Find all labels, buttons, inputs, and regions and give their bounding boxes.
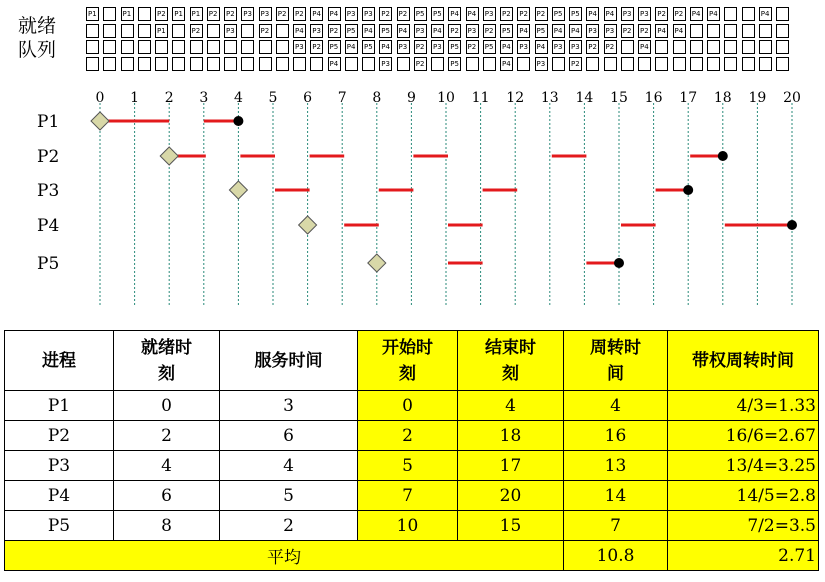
queue-cell-label: P4	[709, 10, 718, 18]
tick-label: 6	[303, 90, 313, 106]
process-label: P1	[37, 112, 60, 132]
tick-label: 8	[372, 90, 382, 106]
queue-cell-label: P1	[191, 10, 201, 18]
average-label: 平均	[5, 541, 564, 571]
column-header: 进程	[5, 331, 114, 391]
queue-cell-label: P5	[484, 43, 494, 51]
tick-label: 5	[268, 90, 278, 106]
tick-label: 19	[748, 90, 767, 106]
queue-cell-label: P2	[674, 10, 684, 18]
process-label: P2	[37, 147, 60, 167]
queue-cell-label: P4	[467, 10, 477, 18]
queue-cell-label: P5	[536, 26, 546, 35]
queue-cell-label: P2	[519, 10, 528, 18]
queue-cell-label: P2	[450, 26, 459, 35]
tick-label: 15	[610, 90, 628, 106]
queue-cell-label: P2	[588, 43, 597, 51]
result-table	[4, 330, 819, 571]
finish-marker	[683, 185, 693, 195]
queue-cell-label: P1	[122, 10, 132, 18]
queue-cell-label: P3	[484, 10, 494, 18]
queue-cell-label: P2	[657, 10, 666, 18]
queue-cell-label: P2	[571, 59, 580, 68]
arrival-marker	[229, 181, 247, 199]
tick-label: 7	[337, 90, 347, 106]
table-cell: P2	[5, 421, 114, 451]
queue-cell-label: P1	[88, 10, 97, 18]
queue-cell-label: P3	[415, 26, 425, 35]
queue-cell-label: P4	[605, 10, 615, 18]
table-cell: 2	[114, 421, 220, 451]
ready-queue-label-line1: 就绪	[18, 15, 57, 37]
arrival-marker	[91, 112, 109, 130]
queue-cell-label: P3	[226, 26, 235, 35]
queue-cell-label: P2	[208, 10, 218, 18]
queue-cell-label: P4	[329, 59, 339, 68]
finish-marker	[614, 258, 624, 268]
queue-cell-label: P2	[536, 10, 546, 18]
queue-cell-label: P3	[243, 10, 252, 18]
queue-cell-label: P5	[329, 43, 339, 51]
finish-marker	[718, 151, 728, 161]
queue-cell-label: P2	[605, 43, 615, 51]
queue-cell-label: P4	[519, 26, 528, 35]
finish-marker	[233, 116, 243, 126]
queue-cell-label: P3	[467, 26, 477, 35]
queue-cell-label: P4	[536, 43, 546, 51]
tick-label: 12	[506, 90, 525, 106]
queue-cell-label: P2	[622, 26, 632, 35]
queue-cell-label: P2	[381, 10, 390, 18]
queue-cell-label: P5	[346, 26, 356, 35]
table-cell: P4	[5, 481, 114, 511]
queue-cell-label: P4	[553, 26, 563, 35]
column-header: 就绪时 刻	[114, 331, 220, 391]
table-cell: 0	[114, 391, 220, 421]
queue-cell-label: P5	[364, 43, 373, 51]
table-cell: 13	[564, 451, 668, 481]
queue-cell-label: P3	[364, 10, 373, 18]
table-cell: P3	[5, 451, 114, 481]
queue-cell-label: P3	[381, 59, 390, 68]
table-cell: 7	[564, 511, 668, 541]
queue-cell-label: P4	[450, 10, 459, 18]
table-row	[5, 421, 819, 451]
process-label: P4	[37, 216, 60, 236]
queue-cell-label: P4	[346, 43, 356, 51]
queue-cell-label: P4	[398, 26, 408, 35]
tick-label: 2	[164, 90, 174, 106]
table-cell: 16/6=2.67	[668, 421, 819, 451]
queue-cell-label: P2	[329, 26, 339, 35]
table-cell: 16	[564, 421, 668, 451]
queue-cell-label: P3	[605, 26, 615, 35]
finish-marker	[787, 220, 797, 230]
tick-label: 10	[437, 90, 455, 106]
tick-label: 20	[783, 90, 801, 106]
queue-cell-label: P4	[364, 26, 373, 35]
average-row	[5, 541, 819, 571]
table-row	[5, 511, 819, 541]
table-cell: 10	[358, 511, 458, 541]
queue-cell-label: P2	[398, 10, 408, 18]
table-cell: 3	[220, 391, 358, 421]
column-header: 开始时 刻	[358, 331, 458, 391]
tick-label: 0	[95, 90, 105, 106]
queue-cell-label: P5	[502, 26, 511, 35]
column-header: 周转时 间	[564, 331, 668, 391]
table-cell: 5	[358, 451, 458, 481]
tick-label: 13	[540, 90, 559, 106]
queue-cell-label: P4	[760, 10, 770, 18]
tick-label: 16	[644, 90, 663, 106]
queue-cell-label: P2	[467, 43, 477, 51]
queue-cell-label: P2	[312, 43, 321, 51]
table-cell: 17	[458, 451, 564, 481]
arrival-marker	[299, 216, 317, 234]
queue-cell-label: P4	[295, 26, 304, 35]
tick-label: 18	[713, 90, 732, 106]
queue-cell-label: P4	[329, 10, 339, 18]
table-cell: 5	[220, 481, 358, 511]
table-cell: 14/5=2.8	[668, 481, 819, 511]
table-cell: 4	[114, 451, 220, 481]
column-header: 结束时 刻	[458, 331, 564, 391]
queue-cell-label: P2	[295, 10, 304, 18]
table-cell: 2	[358, 421, 458, 451]
queue-cell-label: P4	[657, 26, 666, 35]
queue-cell-label: P1	[157, 26, 166, 35]
queue-cell-label: P4	[502, 59, 511, 68]
queue-cell-label: P4	[433, 26, 442, 35]
queue-cell-label: P4	[674, 26, 684, 35]
queue-cell-label: P5	[450, 59, 459, 68]
queue-cell-label: P2	[415, 43, 425, 51]
table-cell: 8	[114, 511, 220, 541]
queue-cell-label: P5	[553, 10, 563, 18]
average-weighted-turnaround: 2.71	[668, 541, 819, 571]
queue-cell-label: P4	[588, 10, 597, 18]
queue-cell-label: P4	[640, 43, 649, 51]
queue-cell-label: P2	[191, 26, 201, 35]
table-header-row	[5, 331, 819, 391]
table-cell: 4	[564, 391, 668, 421]
table-row	[5, 391, 819, 421]
table-cell: 13/4=3.25	[668, 451, 819, 481]
table-cell: 14	[564, 481, 668, 511]
queue-cell-label: P2	[277, 10, 287, 18]
queue-cell-label: P5	[450, 43, 459, 51]
table-row	[5, 451, 819, 481]
table-body	[5, 391, 819, 571]
queue-cell-label: P2	[260, 26, 270, 35]
tick-label: 14	[575, 90, 594, 106]
table-cell: 4/3=1.33	[668, 391, 819, 421]
table-cell: 7	[358, 481, 458, 511]
table-cell: 0	[358, 391, 458, 421]
queue-cell-label: P3	[571, 43, 580, 51]
table-cell: 4	[458, 391, 564, 421]
queue-cell-label: P3	[433, 43, 442, 51]
queue-cell-label: P3	[553, 43, 563, 51]
queue-cell-label: P3	[588, 26, 597, 35]
table-cell: 20	[458, 481, 564, 511]
queue-cell-label: P3	[398, 43, 408, 51]
table-cell: 15	[458, 511, 564, 541]
column-header: 带权周转时间	[668, 331, 819, 391]
process-label: P5	[37, 254, 60, 274]
queue-cell-label: P2	[484, 26, 494, 35]
ready-queue-label-line2: 队列	[18, 39, 57, 61]
table-cell: 2	[220, 511, 358, 541]
tick-label: 4	[233, 90, 243, 106]
queue-cell-label: P5	[415, 10, 425, 18]
queue-cell-label: P1	[174, 10, 183, 18]
queue-cell-label: P4	[381, 43, 390, 51]
queue-cell-label: P5	[571, 10, 580, 18]
queue-cell-label: P3	[346, 10, 356, 18]
arrival-marker	[368, 254, 386, 272]
queue-cell-label: P4	[571, 26, 580, 35]
process-label: P3	[37, 181, 60, 201]
tick-label: 11	[471, 90, 490, 106]
table-cell: 6	[114, 481, 220, 511]
table-cell: 7/2=3.5	[668, 511, 819, 541]
queue-cell-label: P4	[691, 10, 701, 18]
queue-cell-label: P3	[295, 43, 304, 51]
queue-cell-label: P3	[312, 26, 321, 35]
table-cell: 4	[220, 451, 358, 481]
queue-cell-label: P2	[502, 10, 511, 18]
queue-cell-label: P5	[433, 10, 442, 18]
arrival-marker	[160, 147, 178, 165]
average-turnaround: 10.8	[564, 541, 668, 571]
queue-cell-label: P5	[381, 26, 390, 35]
queue-cell-label: P3	[519, 43, 528, 51]
queue-cell-label: P2	[640, 26, 649, 35]
queue-cell-label: P2	[226, 10, 235, 18]
tick-label: 9	[406, 90, 416, 106]
tick-label: 3	[199, 90, 209, 106]
table-cell: 6	[220, 421, 358, 451]
queue-cell-label: P4	[312, 10, 321, 18]
table-row	[5, 481, 819, 511]
queue-cell-label: P2	[415, 59, 425, 68]
queue-cell-label: P2	[157, 10, 166, 18]
tick-label: 17	[679, 90, 698, 106]
queue-cell-label: P4	[502, 43, 511, 51]
queue-cell-label: P3	[622, 10, 632, 18]
table-cell: P5	[5, 511, 114, 541]
column-header: 服务时间	[220, 331, 358, 391]
table-cell: P1	[5, 391, 114, 421]
table-cell: 18	[458, 421, 564, 451]
tick-label: 1	[130, 90, 140, 106]
queue-cell-label: P3	[260, 10, 270, 18]
queue-cell-label: P3	[536, 59, 546, 68]
queue-cell-label: P3	[640, 10, 649, 18]
